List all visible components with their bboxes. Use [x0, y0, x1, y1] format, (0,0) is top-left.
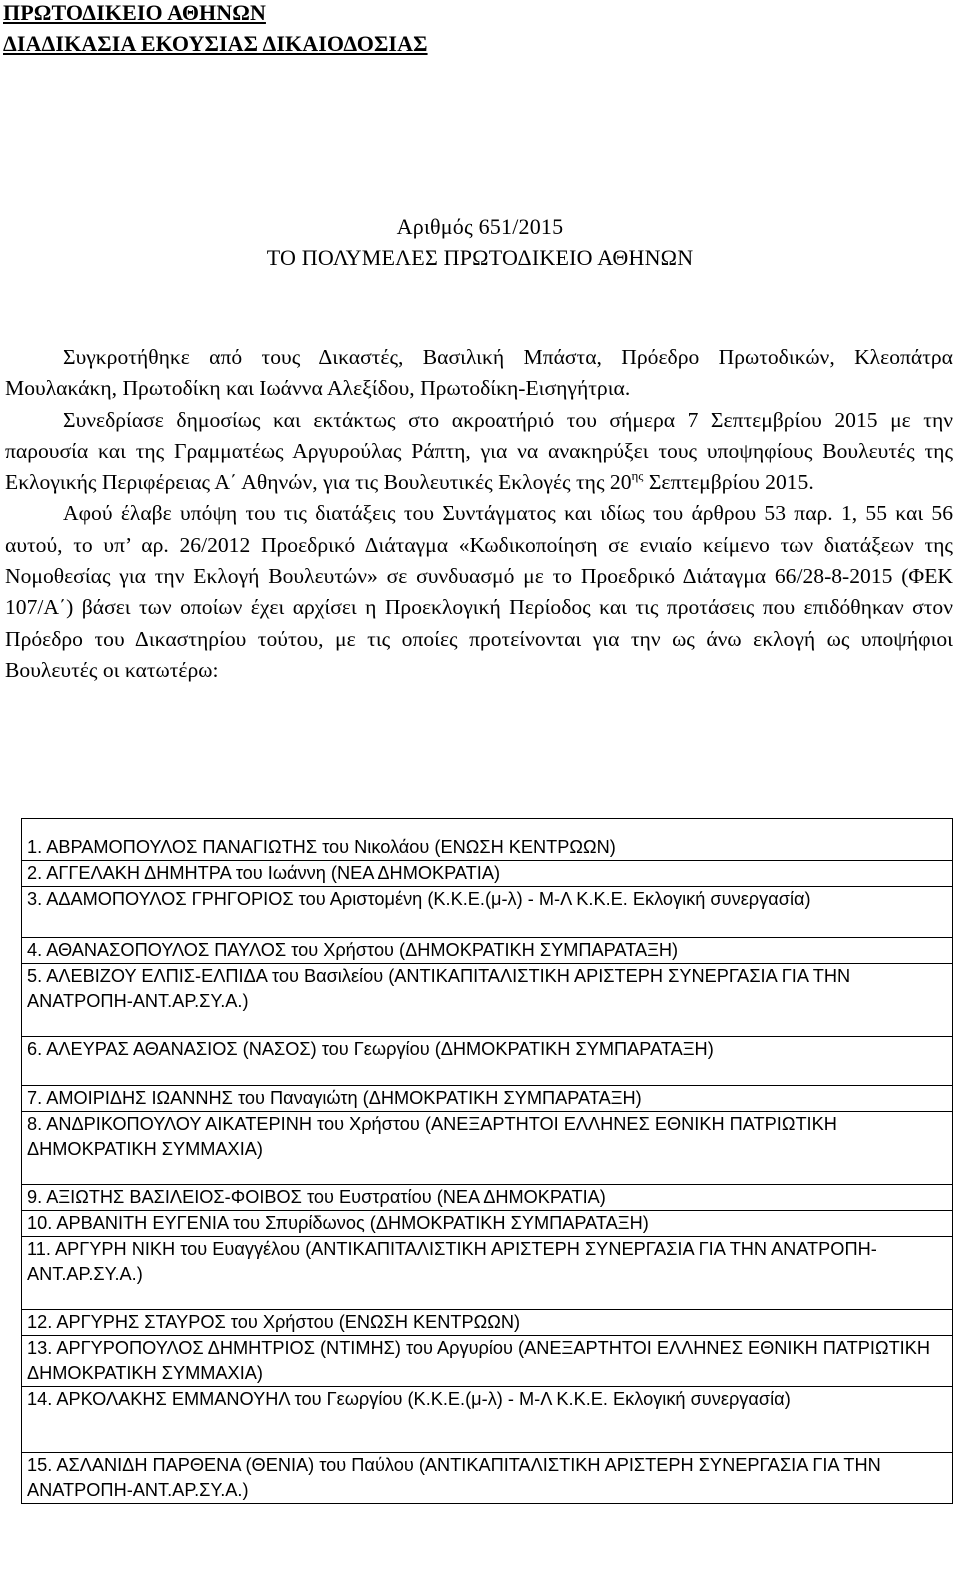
candidate-cell: 7. ΑΜΟΙΡΙΔΗΣ ΙΩΑΝΝΗΣ του Παναγιώτη (ΔΗΜΟΚΡΑΤΙΚΗ ΣΥΜΠΑΡΑΤΑΞΗ): [22, 1086, 953, 1112]
candidate-cell: 15. ΑΣΛΑΝΙΔΗ ΠΑΡΘΕΝΑ (ΘΕΝΙΑ) του Παύλου (ΑΝΤΙΚΑΠΙΤΑΛΙΣΤΙΚΗ ΑΡΙΣΤΕΡΗ ΣΥΝΕΡΓΑΣΙΑ ΓΙΑ ΤΗΝ ΑΝΑΤΡΟΠΗ-ΑΝΤ.ΑΡ.ΣΥ.Α.): [22, 1453, 953, 1504]
session-text: Συνεδρίασε δημοσίως και εκτάκτως στο ακροατήριό του σήμερα 7 Σεπτεμβρίου 2015 με την παρουσία και της Γραμματέως Αργυρούλας Ράπτη, για να ανακηρύξει τους υποψηφίους Βουλευτές της Εκλογικής Περιφέρειας Α΄ Αθηνών, για τις Βουλευτικές Εκλογές της 20: [5, 407, 953, 495]
decision-body: [5, 342, 953, 686]
decision-number: Αριθμός 651/2015: [396, 214, 564, 239]
ordinal-suffix: ης: [631, 468, 644, 484]
table-row: [22, 964, 953, 1037]
table-row: [22, 1336, 953, 1387]
candidate-cell: 5. ΑΛΕΒΙΖΟΥ ΕΛΠΙΣ-ΕΛΠΙΔΑ του Βασιλείου (ΑΝΤΙΚΑΠΙΤΑΛΙΣΤΙΚΗ ΑΡΙΣΤΕΡΗ ΣΥΝΕΡΓΑΣΙΑ ΓΙΑ ΤΗΝ ΑΝΑΤΡΟΠΗ-ΑΝΤ.ΑΡ.ΣΥ.Α.): [22, 964, 953, 1037]
table-row: [22, 1086, 953, 1112]
table-row: [22, 1185, 953, 1211]
candidate-cell: 1. ΑΒΡΑΜΟΠΟΥΛΟΣ ΠΑΝΑΓΙΩΤΗΣ του Νικολάου (ΕΝΩΣΗ ΚΕΝΤΡΩΩΝ): [22, 819, 953, 861]
candidate-cell: 6. ΑΛΕΥΡΑΣ ΑΘΑΝΑΣΙΟΣ (ΝΑΣΟΣ) του Γεωργίου (ΔΗΜΟΚΡΑΤΙΚΗ ΣΥΜΠΑΡΑΤΑΞΗ): [22, 1037, 953, 1086]
table-row: [22, 1211, 953, 1237]
table-row: [22, 861, 953, 887]
candidate-cell: 8. ΑΝΔΡΙΚΟΠΟΥΛΟΥ ΑΙΚΑΤΕΡΙΝΗ του Χρήστου (ΑΝΕΞΑΡΤΗΤΟΙ ΕΛΛΗΝΕΣ ΕΘΝΙΚΗ ΠΑΤΡΙΩΤΙΚΗ ΔΗΜΟΚΡΑΤΙΚΗ ΣΥΜΜΑΧΙΑ): [22, 1112, 953, 1185]
candidate-cell: 4. ΑΘΑΝΑΣΟΠΟΥΛΟΣ ΠΑΥΛΟΣ του Χρήστου (ΔΗΜΟΚΡΑΤΙΚΗ ΣΥΜΠΑΡΑΤΑΞΗ): [22, 938, 953, 964]
candidate-cell: 2. ΑΓΓΕΛΑΚΗ ΔΗΜΗΤΡΑ του Ιωάννη (ΝΕΑ ΔΗΜΟΚΡΑΤΙΑ): [22, 861, 953, 887]
table-row: [22, 1037, 953, 1086]
table-row: [22, 1112, 953, 1185]
table-row: [22, 887, 953, 938]
candidate-cell: 14. ΑΡΚΟΛΑΚΗΣ ΕΜΜΑΝΟΥΗΛ του Γεωργίου (Κ.Κ.Ε.(μ-λ) - Μ-Λ Κ.Κ.Ε. Εκλογική συνεργασία): [22, 1387, 953, 1453]
decision-court: ΤΟ ΠΟΛΥΜΕΛΕΣ ΠΡΩΤΟΔΙΚΕΙΟ ΑΘΗΝΩΝ: [266, 245, 694, 270]
table-row: [22, 938, 953, 964]
candidate-cell: 9. ΑΞΙΩΤΗΣ ΒΑΣΙΛΕΙΟΣ-ΦΟΙΒΟΣ του Ευστρατίου (ΝΕΑ ΔΗΜΟΚΡΑΤΙΑ): [22, 1185, 953, 1211]
candidate-cell: 12. ΑΡΓΥΡΗΣ ΣΤΑΥΡΟΣ του Χρήστου (ΕΝΩΣΗ ΚΕΝΤΡΩΩΝ): [22, 1310, 953, 1336]
candidate-cell: 13. ΑΡΓΥΡΟΠΟΥΛΟΣ ΔΗΜΗΤΡΙΟΣ (ΝΤΙΜΗΣ) του Αργυρίου (ΑΝΕΞΑΡΤΗΤΟΙ ΕΛΛΗΝΕΣ ΕΘΝΙΚΗ ΠΑΤΡΙΩΤΙΚΗ ΔΗΜΟΚΡΑΤΙΚΗ ΣΥΜΜΑΧΙΑ): [22, 1336, 953, 1387]
candidates-table: [21, 818, 953, 1504]
table-row: [22, 1387, 953, 1453]
session-paragraph: [5, 405, 953, 499]
procedure-header: ΔΙΑΔΙΚΑΣΙΑ ΕΚΟΥΣΙΑΣ ΔΙΚΑΙΟΔΟΣΙΑΣ: [3, 31, 428, 56]
candidate-cell: 11. ΑΡΓΥΡΗ ΝΙΚΗ του Ευαγγέλου (ΑΝΤΙΚΑΠΙΤΑΛΙΣΤΙΚΗ ΑΡΙΣΤΕΡΗ ΣΥΝΕΡΓΑΣΙΑ ΓΙΑ ΤΗΝ ΑΝΑΤΡΟΠΗ-ΑΝΤ.ΑΡ.ΣΥ.Α.): [22, 1237, 953, 1310]
table-row: [22, 1237, 953, 1310]
court-header: ΠΡΩΤΟΔΙΚΕΙΟ ΑΘΗΝΩΝ: [3, 0, 266, 25]
table-row: [22, 1310, 953, 1336]
candidate-cell: 3. ΑΔΑΜΟΠΟΥΛΟΣ ΓΡΗΓΟΡΙΟΣ του Αριστομένη (Κ.Κ.Ε.(μ-λ) - Μ-Λ Κ.Κ.Ε. Εκλογική συνεργασία): [22, 887, 953, 938]
table-row: [22, 819, 953, 861]
candidate-cell: 10. ΑΡΒΑΝΙΤΗ ΕΥΓΕΝΙΑ του Σπυρίδωνος (ΔΗΜΟΚΡΑΤΙΚΗ ΣΥΜΠΑΡΑΤΑΞΗ): [22, 1211, 953, 1237]
table-row: [22, 1453, 953, 1504]
considering-paragraph: Αφού έλαβε υπόψη του τις διατάξεις του Συντάγματος και ιδίως του άρθρου 53 παρ. 1, 55 και 56 αυτού, το υπ’ αρ. 26/2012 Προεδρικό Διάταγμα «Κωδικοποίηση σε ενιαίο κείμενο των διατάξεων της Νομοθεσίας για την Εκλογή Βουλευτών» σε συνδυασμό με το Προεδρικό Διάταγμα 66/28-8-2015 (ΦΕΚ 107/Α΄) βάσει των οποίων έχει αρχίσει η Προεκλογική Περίοδος και τις προτάσεις που επιδόθηκαν στον Πρόεδρο του Δικαστηρίου τούτου, με τις οποίες προτείνονται για την ως άνω εκλογή ως υποψήφιοι Βουλευτές οι κατωτέρω:: [5, 501, 953, 682]
session-date-end: Σεπτεμβρίου 2015.: [643, 470, 814, 495]
composition-paragraph: Συγκροτήθηκε από τους Δικαστές, Βασιλική Μπάστα, Πρόεδρο Πρωτοδικών, Κλεοπάτρα Μουλακάκη, Πρωτοδίκη και Ιωάννα Αλεξίδου, Πρωτοδίκη-Εισηγήτρια.: [5, 345, 953, 401]
